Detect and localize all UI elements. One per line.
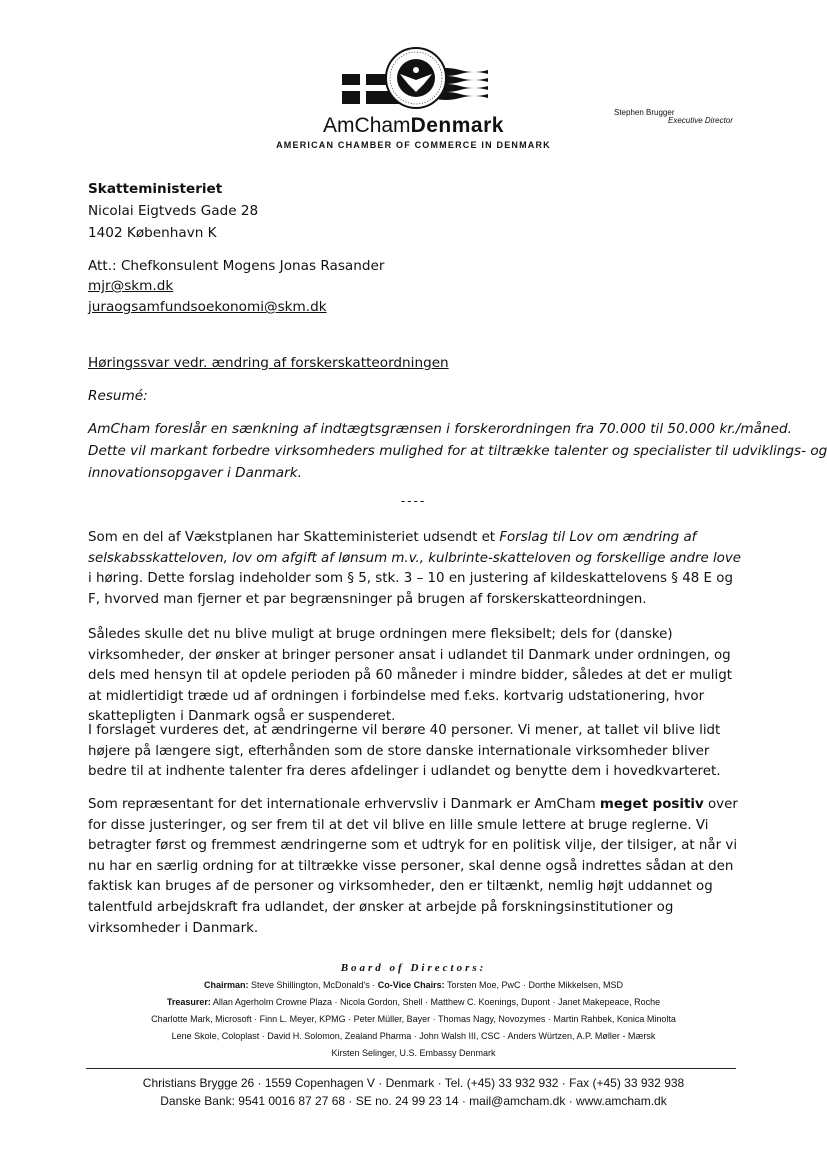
board-title: Board of Directors: — [340, 962, 487, 974]
resume-label: Resumé: — [88, 388, 148, 404]
paragraph-1-text-a: Som en del af Vækstplanen har Skatteministeriet udsendt et — [88, 530, 500, 545]
board-line-1 — [0, 980, 827, 990]
signatory-name: Stephen Brugger — [614, 108, 675, 117]
emphasis-positive: meget positiv — [599, 797, 704, 812]
board-line-2 — [0, 997, 827, 1007]
resume-line-2: Dette vil markant forbedre virksomheders mulighed for at tiltrække talenter og specialister til udviklings- og — [88, 443, 827, 459]
covice-names: Torsten Moe, PwC · Dorthe Mikkelsen, MSD — [444, 980, 624, 990]
recipient-street: Nicolai Eigtveds Gade 28 — [88, 203, 259, 219]
paragraph-4-text-a: Som repræsentant for det internationale erhvervsliv i Danmark er AmCham — [88, 797, 600, 812]
recipient-email-link-2[interactable]: juraogsamfundsoekonomi@skm.dk — [88, 299, 327, 315]
signatory-title: Executive Director — [668, 116, 733, 125]
covice-label: Co-Vice Chairs: — [377, 980, 445, 990]
board-line-4: Lene Skole, Coloplast · David H. Solomon, Zealand Pharma · John Walsh III, CSC · Anders Würtzen, A.P. Møller - Mærsk — [171, 1031, 656, 1041]
footer-divider — [86, 1068, 736, 1069]
treasurer-names: Allan Agerholm Crowne Plaza · Nicola Gordon, Shell · Matthew C. Koenings, Dupont · Janet Makepeace, Roche — [210, 997, 661, 1007]
resume-line-1: AmCham foreslår en sænkning af indtægtsgrænsen i forskerordningen fra 70.000 til 50.000 kr./måned. — [88, 421, 792, 437]
board-line-5: Kirsten Selinger, U.S. Embassy Denmark — [331, 1048, 496, 1058]
chamber-seal-icon — [386, 48, 446, 108]
recipient-attention: Att.: Chefkonsulent Mogens Jonas Rasander — [88, 258, 385, 274]
brand-subtitle: AMERICAN CHAMBER OF COMMERCE IN DENMARK — [276, 140, 551, 150]
paragraph-3 — [88, 721, 748, 783]
chairman-name: Steve Shillington, McDonald's · — [248, 980, 378, 990]
paragraph-4-text-c: over for disse justeringer, og ser frem til at det vil blive en lille smule lettere at bruge reglerne. Vi betragter først og fremmest ændringerne som et udtryk for en politisk vilje, der tilsiger, at når vi nu har en særlig ordning for at tiltrække visse personer, skal denne også indrettes sådan at den faktisk kan bruges af de personer og virksomheder, den er tiltænkt, nemlig højt uddannet og talentfuld arbejdskraft fra udlandet, der ønsker at arbejde på forskningsinstitutioner og virksomheder i Danmark. — [88, 797, 738, 936]
paragraph-1 — [88, 528, 748, 610]
subject-line: Høringssvar vedr. ændring af forskerskatteordningen — [88, 355, 449, 371]
paragraph-3-text: I forslaget vurderes det, at ændringerne vil berøre 40 personer. Vi mener, at tallet vil blive lidt højere på længere sigt, efterhånden som de store danske internationale virksomheder bliver bedre til at indhente talenter fra deres afdelinger i udlandet og benytte dem i hovedkvarteret. — [88, 723, 721, 780]
footer-address: Christians Brygge 26 · 1559 Copenhagen V · Denmark · Tel. (+45) 33 932 932 · Fax (+45) 33 932 938 — [142, 1076, 685, 1090]
section-separator: ---- — [400, 494, 427, 508]
recipient-org: Skatteministeriet — [88, 181, 223, 197]
footer-bank: Danske Bank: 9541 0016 87 27 68 · SE no. 24 99 23 14 · mail@amcham.dk · www.amcham.dk — [160, 1094, 667, 1108]
treasurer-label: Treasurer: — [166, 997, 211, 1007]
recipient-email-link[interactable]: mjr@skm.dk — [88, 278, 174, 294]
chairman-label: Chairman: — [203, 980, 249, 990]
board-line-3: Charlotte Mark, Microsoft · Finn L. Meyer, KPMG · Peter Müller, Bayer · Thomas Nagy, Novozymes · Martin Rahbek, Konica Minolta — [151, 1014, 676, 1024]
brand-bold: Denmark — [410, 114, 504, 137]
paragraph-4 — [88, 795, 748, 939]
paragraph-1-text-c: i høring. Dette forslag indeholder som § 5, stk. 3 – 10 en justering af kildeskattelovens § 48 E og F, hvorved man fjerner et par begrænsninger på brugen af forskerskatteordningen. — [88, 571, 733, 607]
amcham-logo — [340, 44, 488, 116]
paragraph-2 — [88, 625, 748, 728]
resume-line-3: innovationsopgaver i Danmark. — [88, 465, 302, 481]
brand-light: AmCham — [323, 114, 411, 137]
paragraph-2-text: Således skulle det nu blive muligt at bruge ordningen mere fleksibelt; dels for (danske) virksomheder, der ønsker at bringer personer ansat i udlandet til Danmark under ordningen, og dels med hensyn til at opdele perioden på 60 måneder i mindre bidder, således at det er muligt at midlertidigt træde ud af ordningen i forbindelse med f.eks. kortvarig udstationering, hvor skattepligten i Danmark også er suspenderet. — [88, 627, 732, 725]
law-proposal-title: Forslag til Lov om ændring af selskabsskatteloven, lov om afgift af lønsum m.v., kulbrinte-skatteloven og forskellige andre love — [88, 530, 742, 566]
recipient-city: 1402 København K — [88, 225, 217, 241]
